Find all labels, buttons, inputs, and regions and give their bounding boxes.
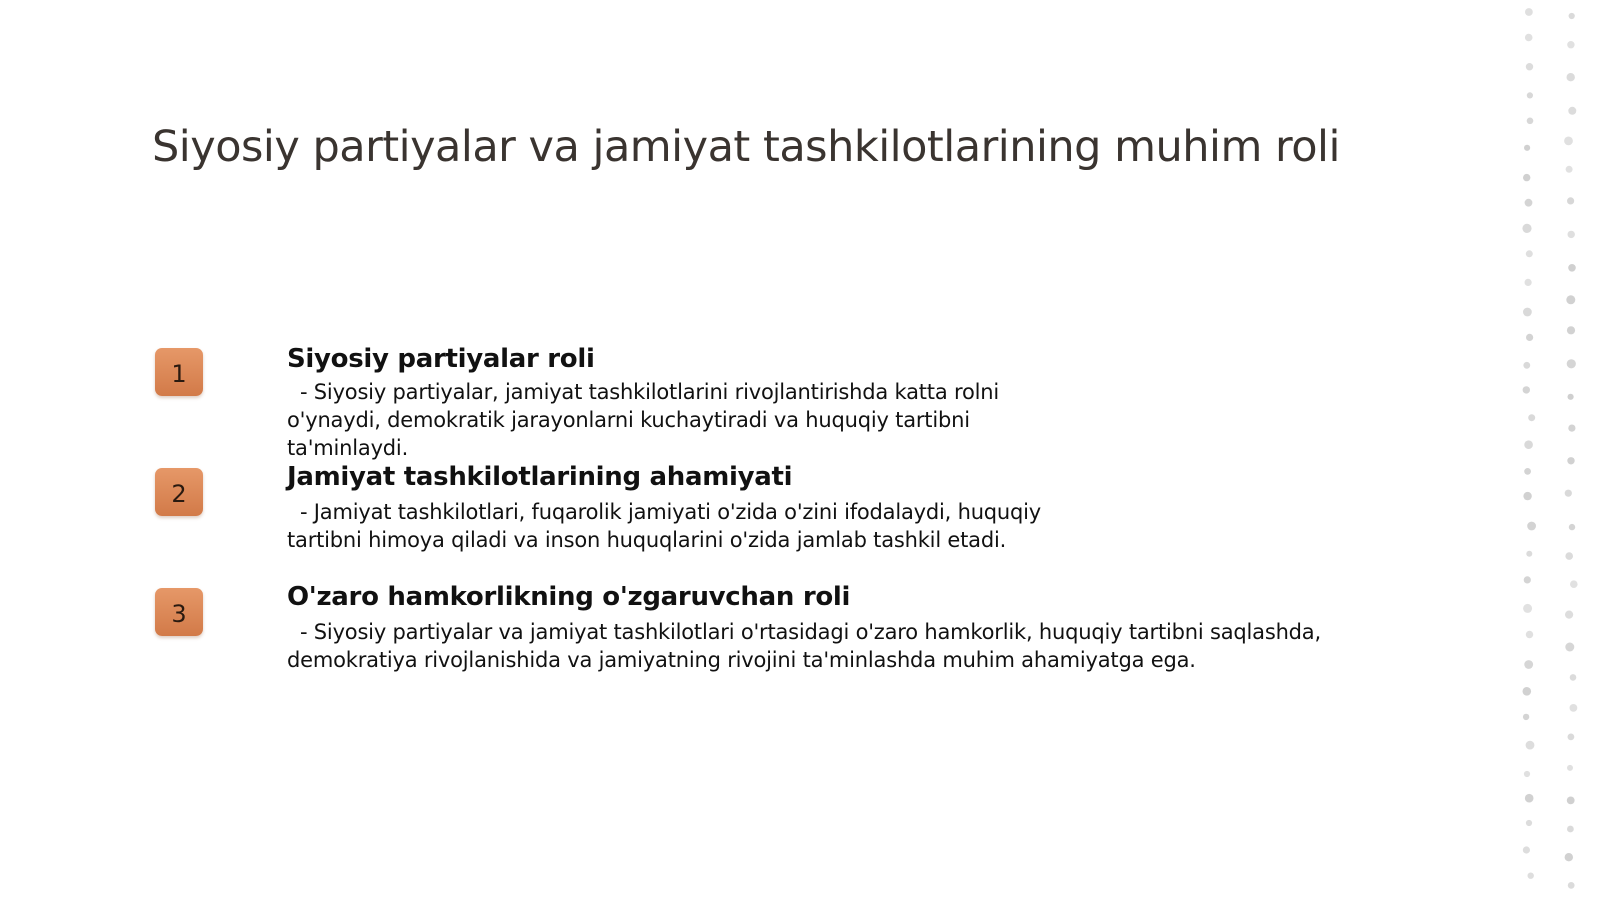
item-heading: Siyosiy partiyalar roli [287,344,595,374]
decorative-dot [1523,492,1531,500]
decorative-dot [1526,250,1533,257]
number-badge: 2 [155,468,203,516]
slide-title: Siyosiy partiyalar va jamiyat tashkilotlarining muhim roli [152,122,1340,172]
decorative-dot [1570,674,1577,681]
decorative-dot [1567,359,1576,368]
decorative-dot [1567,765,1573,771]
decorative-dot [1568,264,1576,272]
decorative-dot-pattern [1460,0,1600,899]
decorative-dot [1568,425,1575,432]
decorative-dot [1525,794,1534,803]
decorative-dot [1524,576,1531,583]
decorative-dot [1523,308,1532,317]
decorative-dot [1567,826,1574,833]
decorative-dot [1567,797,1575,805]
item-description: - Jamiyat tashkilotlari, fuqarolik jamiyati o'zida o'zini ifodalaydi, huquqiy tartibni himoya qiladi va inson huquqlarini o'zida jamlab tashkil etadi. [287,500,1048,552]
decorative-dot [1527,92,1533,98]
decorative-dot [1525,8,1533,16]
decorative-dot [1523,687,1532,696]
decorative-dot [1527,522,1536,531]
decorative-dot [1567,197,1574,204]
decorative-dot [1567,457,1574,464]
decorative-dot [1567,73,1575,81]
decorative-dot [1565,643,1574,652]
decorative-dot [1570,580,1578,588]
decorative-dot [1522,224,1531,233]
decorative-dot [1525,199,1533,207]
item-description: - Siyosiy partiyalar va jamiyat tashkilotlari o'rtasidagi o'zaro hamkorlik, huquqiy tartibni saqlashda, demokratiya rivojlanishida va jamiyatning rivojini ta'minlashda muhim ahamiyatga ega. [287,620,1328,672]
decorative-dot [1526,63,1533,70]
decorative-dot [1565,490,1572,497]
decorative-dot [1565,552,1573,560]
decorative-dot [1523,714,1529,720]
decorative-dot [1526,741,1535,750]
decorative-dot [1525,279,1532,286]
decorative-dot [1528,873,1534,879]
decorative-dot [1524,468,1531,475]
decorative-dot [1524,660,1533,669]
decorative-dot [1526,631,1533,638]
item-heading: O'zaro hamkorlikning o'zgaruvchan roli [287,582,851,612]
decorative-dot [1524,440,1533,449]
number-badge: 3 [155,588,203,636]
item-heading: Jamiyat tashkilotlarining ahamiyati [287,462,793,492]
decorative-dot [1567,41,1574,48]
decorative-dot [1566,295,1575,304]
decorative-dot [1565,853,1573,861]
decorative-dot [1525,34,1533,42]
item-description: - Siyosiy partiyalar, jamiyat tashkilotlarini rivojlantirishda katta rolni o'ynaydi, demokratik jarayonlarni kuchaytiradi va huquqiy tartibni ta'minlaydi. [287,380,1006,460]
decorative-dot [1569,524,1575,530]
decorative-dot [1526,334,1533,341]
decorative-dot [1523,362,1530,369]
decorative-dot [1523,846,1530,853]
decorative-dot [1527,118,1534,125]
decorative-dot [1568,107,1576,115]
decorative-dot [1568,394,1574,400]
decorative-dot [1523,174,1530,181]
decorative-dot [1528,414,1535,421]
decorative-dot [1564,137,1573,146]
decorative-dot [1526,551,1532,557]
number-badge: 1 [155,348,203,396]
decorative-dot [1568,231,1575,238]
decorative-dot [1523,604,1532,613]
decorative-dot [1568,734,1575,741]
decorative-dot [1567,326,1575,334]
decorative-dot [1568,882,1575,889]
decorative-dot [1566,166,1573,173]
decorative-dot [1565,611,1573,619]
decorative-dot [1524,771,1530,777]
decorative-dot [1523,386,1530,393]
decorative-dot [1526,820,1532,826]
decorative-dot [1569,13,1575,19]
decorative-dot [1524,145,1530,151]
decorative-dot [1570,704,1578,712]
